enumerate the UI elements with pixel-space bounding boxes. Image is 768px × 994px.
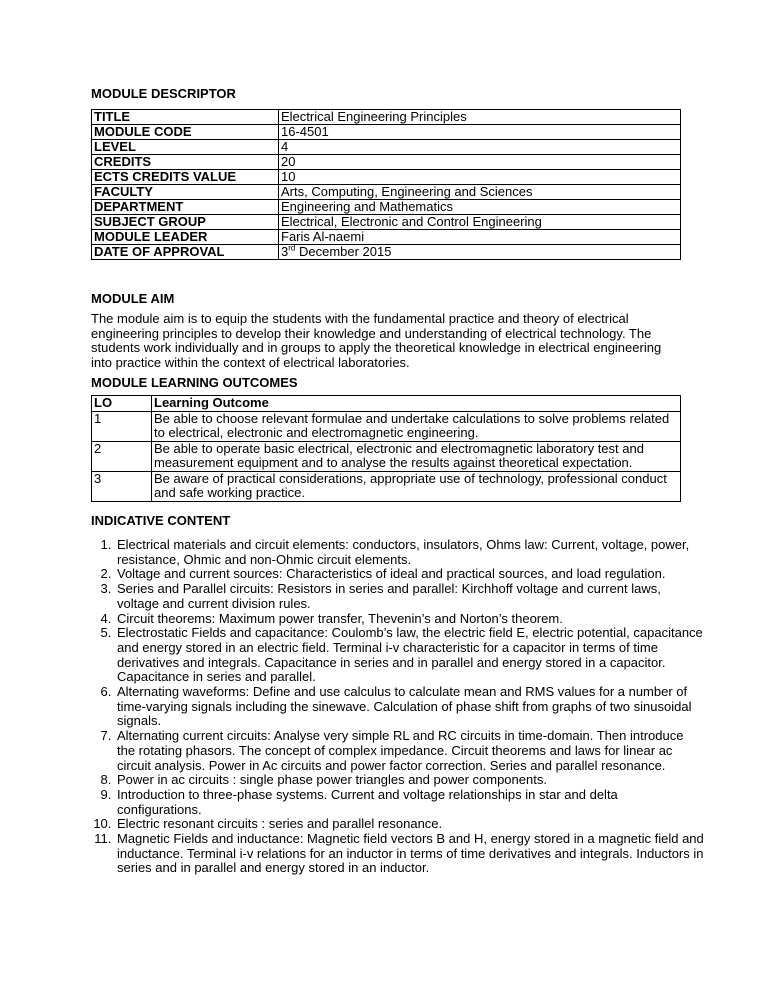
- descriptor-row: [92, 110, 681, 125]
- approval-date: [279, 245, 681, 260]
- outcome-text: Be aware of practical considerations, appropriate use of technology, professional conduct and safe working practice.: [152, 471, 681, 501]
- outcome-text: Be able to choose relevant formulae and undertake calculations to solve problems related to electrical, electronic and electromagnetic engineering.: [152, 411, 681, 441]
- approval-month-year: December 2015: [295, 244, 392, 259]
- outcome-row: [92, 411, 681, 441]
- outcomes-header-row: [92, 396, 681, 412]
- learning-outcomes-heading: MODULE LEARNING OUTCOMES: [91, 375, 298, 390]
- content-item: 1. Electrical materials and circuit elements: conductors, insulators, Ohms law: Current, voltage, power, resistance, Ohmic and non-Ohmic circuit elements.: [115, 538, 705, 567]
- descriptor-row: [92, 140, 681, 155]
- lo-column-header: LO: [92, 396, 152, 412]
- module-aim-text: The module aim is to equip the students with the fundamental practice and theory of electrical engineering principles to develop their knowledge and understanding of electrical technology. The students work individually and in groups to apply the theoretical knowledge in electrical engineering into practice within the context of electrical laboratories.: [91, 311, 662, 371]
- outcome-number: 1: [92, 411, 152, 441]
- descriptor-value: 4: [279, 140, 681, 155]
- content-item: 7. Alternating current circuits: Analyse very simple RL and RC circuits in time-domain. Then introduce the rotating phasors. The concept of complex impedance. Circuit theorems and laws for linear ac circuit analysis. Power in Ac circuits and power factor correction. Series and parallel resonance.: [115, 729, 705, 773]
- descriptor-label: FACULTY: [92, 185, 279, 200]
- outcome-text: Be able to operate basic electrical, electronic and electromagnetic laboratory test and measurement equipment and to analyse the results against theoretical expectation.: [152, 441, 681, 471]
- approval-day: 3: [281, 244, 289, 259]
- descriptor-value: Arts, Computing, Engineering and Sciences: [279, 185, 681, 200]
- descriptor-label: DEPARTMENT: [92, 200, 279, 215]
- descriptor-label: MODULE LEADER: [92, 230, 279, 245]
- content-item: 10. Electric resonant circuits : series and parallel resonance.: [115, 817, 705, 832]
- content-item: 11. Magnetic Fields and inductance: Magnetic field vectors B and H, energy stored in a magnetic field and inductance. Terminal i-v relations for an inductor in terms of time derivatives and integrals. Inductors in series and in parallel and energy stored in an inductor.: [115, 832, 705, 876]
- descriptor-value: 16-4501: [279, 125, 681, 140]
- descriptor-value: Electrical Engineering Principles: [279, 110, 681, 125]
- descriptor-row-approval: [92, 245, 681, 260]
- content-item: 3. Series and Parallel circuits: Resistors in series and parallel: Kirchhoff voltage and current laws, voltage and current division rules.: [115, 582, 705, 611]
- content-item: 9. Introduction to three-phase systems. Current and voltage relationships in star and delta configurations.: [115, 788, 705, 817]
- descriptor-label: TITLE: [92, 110, 279, 125]
- outcome-number: 2: [92, 441, 152, 471]
- content-item: 4. Circuit theorems: Maximum power transfer, Thevenin’s and Norton’s theorem.: [115, 612, 705, 627]
- descriptor-row: [92, 170, 681, 185]
- outcome-row: [92, 441, 681, 471]
- descriptor-row: [92, 230, 681, 245]
- content-item: 8. Power in ac circuits : single phase power triangles and power components.: [115, 773, 705, 788]
- module-descriptor-table: [91, 109, 681, 260]
- descriptor-row: [92, 200, 681, 215]
- descriptor-value: Electrical, Electronic and Control Engineering: [279, 215, 681, 230]
- descriptor-value: Engineering and Mathematics: [279, 200, 681, 215]
- descriptor-label: LEVEL: [92, 140, 279, 155]
- approval-day-suffix: rd: [288, 243, 296, 253]
- content-item: 2. Voltage and current sources: Characteristics of ideal and practical sources, and load regulation.: [115, 567, 705, 582]
- content-item: 6. Alternating waveforms: Define and use calculus to calculate mean and RMS values for a number of time-varying signals including the sinewave. Calculation of phase shift from graphs of two sinusoidal signals.: [115, 685, 705, 729]
- content-item: 5. Electrostatic Fields and capacitance: Coulomb’s law, the electric field E, electric potential, capacitance and energy stored in an electric field. Terminal i-v characteristic for a capacitor in terms of time derivatives and integrals. Capacitance in series and in parallel and energy stored in a capacitor. Capacitance in series and parallel.: [115, 626, 705, 685]
- descriptor-value: 10: [279, 170, 681, 185]
- outcome-row: [92, 471, 681, 501]
- descriptor-label: SUBJECT GROUP: [92, 215, 279, 230]
- descriptor-row: [92, 125, 681, 140]
- module-aim-heading: MODULE AIM: [91, 291, 175, 306]
- descriptor-value: Faris Al-naemi: [279, 230, 681, 245]
- indicative-content-heading: INDICATIVE CONTENT: [91, 513, 231, 528]
- descriptor-value: 20: [279, 155, 681, 170]
- outcome-column-header: Learning Outcome: [152, 396, 681, 412]
- descriptor-row: [92, 155, 681, 170]
- descriptor-label: ECTS CREDITS VALUE: [92, 170, 279, 185]
- descriptor-row: [92, 185, 681, 200]
- learning-outcomes-table: [91, 395, 681, 502]
- descriptor-row: [92, 215, 681, 230]
- descriptor-label: CREDITS: [92, 155, 279, 170]
- outcome-number: 3: [92, 471, 152, 501]
- descriptor-label: DATE OF APPROVAL: [92, 245, 279, 260]
- module-descriptor-heading: MODULE DESCRIPTOR: [91, 86, 236, 101]
- descriptor-label: MODULE CODE: [92, 125, 279, 140]
- indicative-content-list: [91, 538, 705, 876]
